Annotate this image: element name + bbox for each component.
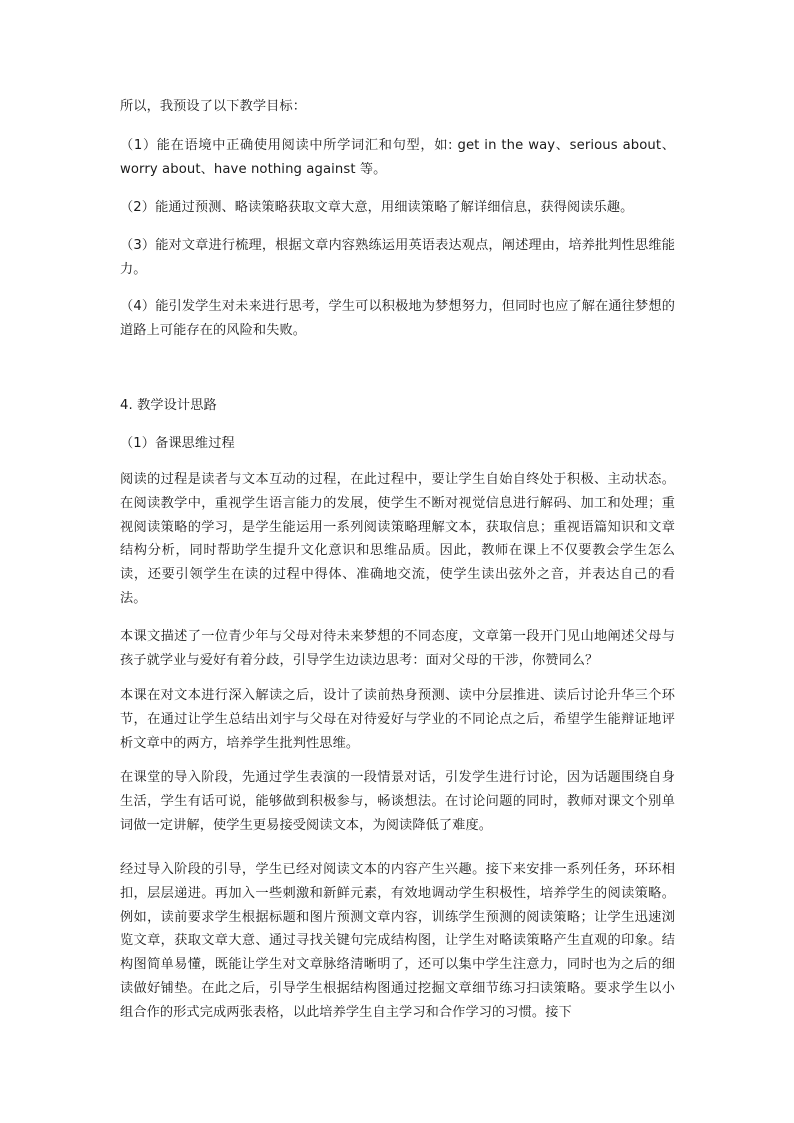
body-paragraph-4: 在课堂的导入阶段，先通过学生表演的一段情景对话，引发学生进行讨论，因为话题围绕自身生活，学生有话可说，能够做到积极参与，畅谈想法。在讨论问题的同时，教师对课文个别单词做一定讲解，使学生更易接受阅读文本，为阅读降低了难度。	[120, 770, 675, 833]
body-paragraph-1: 阅读的过程是读者与文本互动的过程，在此过程中，要让学生自始自终处于积极、主动状态。在阅读教学中，重视学生语言能力的发展，使学生不断对视觉信息进行解码、加工和处理；重视阅读策略的学习，是学生能运用一系列阅读策略理解文本，获取信息；重视语篇知识和文章结构分析，同时帮助学生提升文化意识和思维品质。因此，教师在课上不仅要教会学生怎么读，还要引领学生在读的过程中得体、准确地交流，使学生读出弦外之音，并表达自己的看法。	[120, 472, 675, 606]
goals-intro: 所以，我预设了以下教学目标：	[120, 99, 307, 114]
goal-item-2: （2）能通过预测、略读策略获取文章大意，用细读策略了解详细信息，获得阅读乐趣。	[120, 200, 634, 215]
goal-item-4: （4）能引发学生对未来进行思考，学生可以积极地为梦想努力，但同时也应了解在通往梦想的道路上可能存在的风险和失败。	[120, 299, 675, 338]
body-paragraph-3: 本课在对文本进行深入解读之后，设计了读前热身预测、读中分层推进、读后讨论升华三个环节，在通过让学生总结出刘宇与父母在对待爱好与学业的不同论点之后，希望学生能辩证地评析文章中的两方，培养学生批判性思维。	[120, 688, 675, 751]
section-heading: 4. 教学设计思路	[120, 398, 217, 413]
body-paragraph-5: 经过导入阶段的引导，学生已经对阅读文本的内容产生兴趣。接下来安排一系列任务，环环相扣，层层递进。再加入一些刺激和新鲜元素，有效地调动学生积极性，培养学生的阅读策略。例如，读前要求学生根据标题和图片预测文章内容，训练学生预测的阅读策略；让学生迅速浏览文章，获取文章大意、通过寻找关键句完成结构图，让学生对略读策略产生直观的印象。结构图简单易懂，既能让学生对文章脉络清晰明了，还可以集中学生注意力，同时也为之后的细读做好铺垫。在此之后，引导学生根据结构图通过挖掘文章细节练习扫读策略。要求学生以小组合作的形式完成两张表格，以此培养学生自主学习和合作学习的习惯。接下	[120, 862, 675, 1020]
goal-item-1: （1）能在语境中正确使用阅读中所学词汇和句型，如: get in the way、serious about、worry about、have nothing against 等。	[120, 138, 675, 177]
subsection-heading: （1）备课思维过程	[120, 436, 235, 451]
document-page	[120, 0, 675, 1123]
goal-item-3: （3）能对文章进行梳理，根据文章内容熟练运用英语表达观点，阐述理由，培养批判性思维能力。	[120, 238, 675, 277]
body-paragraph-2: 本课文描述了一位青少年与父母对待未来梦想的不同态度，文章第一段开门见山地阐述父母与孩子就学业与爱好有着分歧，引导学生边读边思考：面对父母的干涉，你赞同么？	[120, 629, 675, 668]
